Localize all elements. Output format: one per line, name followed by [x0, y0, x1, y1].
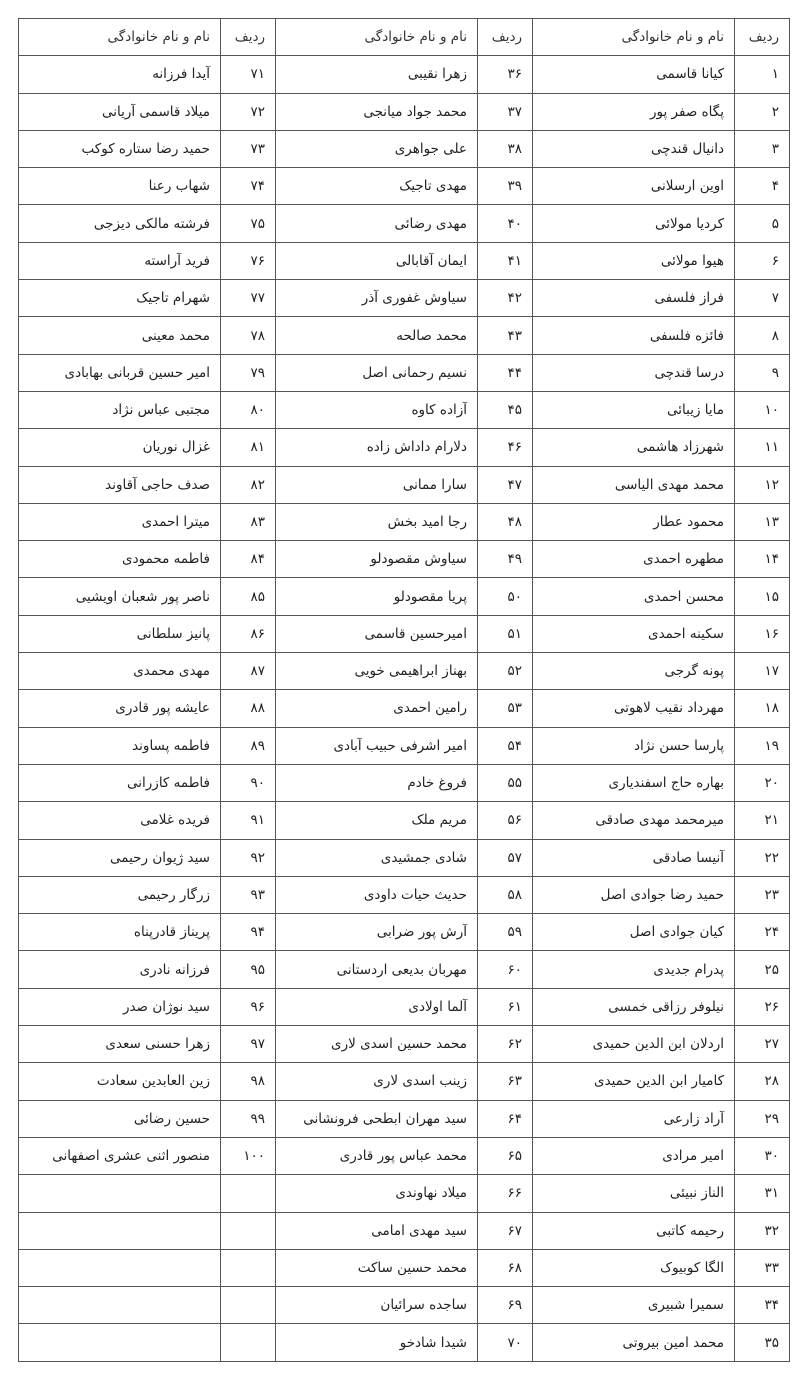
- table-row: [19, 429, 790, 466]
- row-number-cell: ۹۷: [221, 1026, 276, 1063]
- full-name-cell: آیدا فرزانه: [19, 56, 221, 93]
- table-row: [19, 205, 790, 242]
- table-row: [19, 615, 790, 652]
- full-name-cell: فرزانه نادری: [19, 951, 221, 988]
- table-row: [19, 802, 790, 839]
- table-row: [19, 839, 790, 876]
- full-name-cell: فرید آراسته: [19, 242, 221, 279]
- row-number-cell: ۳۳: [735, 1249, 790, 1286]
- row-number-cell: [221, 1324, 276, 1361]
- full-name-cell: آلما اولادی: [276, 988, 478, 1025]
- full-name-cell: بهناز ابراهیمی خویی: [276, 653, 478, 690]
- full-name-cell: [19, 1249, 221, 1286]
- row-number-cell: ۹۴: [221, 914, 276, 951]
- row-number-cell: ۸۰: [221, 391, 276, 428]
- full-name-cell: کیان جوادی اصل: [533, 914, 735, 951]
- row-number-cell: ۱۹: [735, 727, 790, 764]
- full-name-cell: [19, 1287, 221, 1324]
- row-number-cell: ۱: [735, 56, 790, 93]
- full-name-cell: نیلوفر رزاقی خمسی: [533, 988, 735, 1025]
- table-row: [19, 56, 790, 93]
- full-name-cell: ایمان آقابالی: [276, 242, 478, 279]
- full-name-cell: سکینه احمدی: [533, 615, 735, 652]
- row-number-cell: ۴۹: [478, 541, 533, 578]
- row-number-cell: ۴۰: [478, 205, 533, 242]
- row-number-cell: ۸۴: [221, 541, 276, 578]
- row-number-cell: ۲۸: [735, 1063, 790, 1100]
- full-name-cell: فائزه فلسفی: [533, 317, 735, 354]
- full-name-cell: [19, 1324, 221, 1361]
- row-number-cell: ۱۴: [735, 541, 790, 578]
- full-name-cell: محمد صالحه: [276, 317, 478, 354]
- full-name-cell: مجتبی عباس نژاد: [19, 391, 221, 428]
- full-name-cell: الناز نبیئی: [533, 1175, 735, 1212]
- row-number-cell: ۵۲: [478, 653, 533, 690]
- row-number-cell: ۵۴: [478, 727, 533, 764]
- row-number-cell: ۱۳: [735, 503, 790, 540]
- row-number-cell: ۴۷: [478, 466, 533, 503]
- row-number-cell: ۸۷: [221, 653, 276, 690]
- header-row-number: ردیف: [478, 19, 533, 56]
- full-name-cell: شیدا شادخو: [276, 1324, 478, 1361]
- full-name-cell: زهرا حسنی سعدی: [19, 1026, 221, 1063]
- row-number-cell: ۱۰۰: [221, 1137, 276, 1174]
- table-row: [19, 1026, 790, 1063]
- table-row: [19, 1249, 790, 1286]
- row-number-cell: ۸۵: [221, 578, 276, 615]
- row-number-cell: ۶۷: [478, 1212, 533, 1249]
- full-name-cell: حمید رضا جوادی اصل: [533, 876, 735, 913]
- table-row: [19, 1137, 790, 1174]
- full-name-cell: سیاوش مقصودلو: [276, 541, 478, 578]
- full-name-cell: فاطمه پساوند: [19, 727, 221, 764]
- row-number-cell: ۳۱: [735, 1175, 790, 1212]
- table-row: [19, 578, 790, 615]
- full-name-cell: فروغ خادم: [276, 764, 478, 801]
- row-number-cell: ۹: [735, 354, 790, 391]
- table-row: [19, 280, 790, 317]
- full-name-cell: حدیث حیات داودی: [276, 876, 478, 913]
- table-row: [19, 1212, 790, 1249]
- table-row: [19, 391, 790, 428]
- table-row: [19, 764, 790, 801]
- row-number-cell: ۲۶: [735, 988, 790, 1025]
- row-number-cell: ۸۱: [221, 429, 276, 466]
- table-row: [19, 876, 790, 913]
- full-name-cell: سید نوژان صدر: [19, 988, 221, 1025]
- row-number-cell: ۸۹: [221, 727, 276, 764]
- row-number-cell: [221, 1249, 276, 1286]
- full-name-cell: فراز فلسفی: [533, 280, 735, 317]
- full-name-cell: مطهره احمدی: [533, 541, 735, 578]
- full-name-cell: دلارام داداش زاده: [276, 429, 478, 466]
- table-row: [19, 951, 790, 988]
- full-name-cell: محمد جواد میانجی: [276, 93, 478, 130]
- header-full-name: نام و نام خانوادگی: [19, 19, 221, 56]
- row-number-cell: ۷۹: [221, 354, 276, 391]
- full-name-cell: آرش پور ضرابی: [276, 914, 478, 951]
- header-row: [19, 19, 790, 56]
- header-full-name: نام و نام خانوادگی: [276, 19, 478, 56]
- row-number-cell: ۶۹: [478, 1287, 533, 1324]
- table-row: [19, 1100, 790, 1137]
- row-number-cell: ۷۴: [221, 168, 276, 205]
- row-number-cell: ۱۸: [735, 690, 790, 727]
- table-row: [19, 130, 790, 167]
- full-name-cell: درسا قندچی: [533, 354, 735, 391]
- full-name-cell: محمد حسین ساکت: [276, 1249, 478, 1286]
- row-number-cell: ۴۳: [478, 317, 533, 354]
- full-name-cell: فاطمه کازرانی: [19, 764, 221, 801]
- full-name-cell: زین العابدین سعادت: [19, 1063, 221, 1100]
- row-number-cell: ۶۴: [478, 1100, 533, 1137]
- full-name-cell: غزال نوریان: [19, 429, 221, 466]
- full-name-cell: ساجده سرائیان: [276, 1287, 478, 1324]
- row-number-cell: ۵۷: [478, 839, 533, 876]
- table-row: [19, 317, 790, 354]
- full-name-cell: سارا ممانی: [276, 466, 478, 503]
- row-number-cell: ۲۰: [735, 764, 790, 801]
- full-name-cell: شادی جمشیدی: [276, 839, 478, 876]
- full-name-cell: مهرداد نقیب لاهوتی: [533, 690, 735, 727]
- full-name-cell: زهرا نقیبی: [276, 56, 478, 93]
- full-name-cell: پگاه صفر پور: [533, 93, 735, 130]
- full-name-cell: پریا مقصودلو: [276, 578, 478, 615]
- row-number-cell: ۲۵: [735, 951, 790, 988]
- row-number-cell: ۸: [735, 317, 790, 354]
- full-name-cell: محمد مهدی الیاسی: [533, 466, 735, 503]
- full-name-cell: بهاره حاج اسفندیاری: [533, 764, 735, 801]
- full-name-cell: مریم ملک: [276, 802, 478, 839]
- full-name-cell: رحیمه کاتبی: [533, 1212, 735, 1249]
- row-number-cell: ۴۸: [478, 503, 533, 540]
- row-number-cell: ۹۵: [221, 951, 276, 988]
- row-number-cell: ۵۶: [478, 802, 533, 839]
- full-name-cell: پونه گرجی: [533, 653, 735, 690]
- row-number-cell: ۷۲: [221, 93, 276, 130]
- row-number-cell: ۱۵: [735, 578, 790, 615]
- full-name-cell: [19, 1175, 221, 1212]
- row-number-cell: ۲۷: [735, 1026, 790, 1063]
- full-name-cell: کیانا قاسمی: [533, 56, 735, 93]
- full-name-cell: فاطمه محمودی: [19, 541, 221, 578]
- full-name-cell: حمید رضا ستاره کوکب: [19, 130, 221, 167]
- full-name-cell: علی جواهری: [276, 130, 478, 167]
- full-name-cell: محمد معینی: [19, 317, 221, 354]
- table-row: [19, 653, 790, 690]
- row-number-cell: ۵۸: [478, 876, 533, 913]
- full-name-cell: مهدی رضائی: [276, 205, 478, 242]
- table-row: [19, 503, 790, 540]
- full-name-cell: محمود عطار: [533, 503, 735, 540]
- full-name-cell: مهدی تاجیک: [276, 168, 478, 205]
- full-name-cell: رامین احمدی: [276, 690, 478, 727]
- full-name-cell: اردلان ابن الدین حمیدی: [533, 1026, 735, 1063]
- full-name-cell: آراد زارعی: [533, 1100, 735, 1137]
- row-number-cell: ۸۳: [221, 503, 276, 540]
- table-row: [19, 1063, 790, 1100]
- full-name-cell: سید ژیوان رحیمی: [19, 839, 221, 876]
- header-row-number: ردیف: [221, 19, 276, 56]
- table-row: [19, 727, 790, 764]
- row-number-cell: ۹۶: [221, 988, 276, 1025]
- row-number-cell: ۸۶: [221, 615, 276, 652]
- full-name-cell: زرگار رحیمی: [19, 876, 221, 913]
- full-name-cell: محمد حسین اسدی لاری: [276, 1026, 478, 1063]
- row-number-cell: ۶۵: [478, 1137, 533, 1174]
- table-row: [19, 541, 790, 578]
- row-number-cell: ۴۲: [478, 280, 533, 317]
- row-number-cell: ۳۴: [735, 1287, 790, 1324]
- row-number-cell: ۲۹: [735, 1100, 790, 1137]
- row-number-cell: ۵۰: [478, 578, 533, 615]
- full-name-cell: میرمحمد مهدی صادقی: [533, 802, 735, 839]
- table-row: [19, 690, 790, 727]
- full-name-cell: پارسا حسن نژاد: [533, 727, 735, 764]
- full-name-cell: دانیال قندچی: [533, 130, 735, 167]
- row-number-cell: ۵: [735, 205, 790, 242]
- row-number-cell: ۹۲: [221, 839, 276, 876]
- row-number-cell: ۹۰: [221, 764, 276, 801]
- table-row: [19, 1175, 790, 1212]
- row-number-cell: ۷۵: [221, 205, 276, 242]
- header-row-number: ردیف: [735, 19, 790, 56]
- row-number-cell: ۲: [735, 93, 790, 130]
- row-number-cell: ۹۸: [221, 1063, 276, 1100]
- table-row: [19, 1324, 790, 1361]
- full-name-cell: فریده غلامی: [19, 802, 221, 839]
- row-number-cell: ۳۶: [478, 56, 533, 93]
- full-name-cell: فرشته مالکی دیزجی: [19, 205, 221, 242]
- row-number-cell: ۶: [735, 242, 790, 279]
- full-name-cell: امیر اشرفی حبیب آبادی: [276, 727, 478, 764]
- row-number-cell: ۹۳: [221, 876, 276, 913]
- row-number-cell: ۸۸: [221, 690, 276, 727]
- full-name-cell: محسن احمدی: [533, 578, 735, 615]
- table-row: [19, 914, 790, 951]
- full-name-cell: آنیسا صادقی: [533, 839, 735, 876]
- row-number-cell: ۸۲: [221, 466, 276, 503]
- row-number-cell: ۷۶: [221, 242, 276, 279]
- full-name-cell: عایشه پور قادری: [19, 690, 221, 727]
- full-name-cell: صدف حاجی آقاوند: [19, 466, 221, 503]
- full-name-cell: کامیار ابن الدین حمیدی: [533, 1063, 735, 1100]
- full-name-cell: سیاوش غفوری آذر: [276, 280, 478, 317]
- full-name-cell: پانیز سلطانی: [19, 615, 221, 652]
- full-name-cell: سمیرا شبیری: [533, 1287, 735, 1324]
- full-name-cell: منصور اثنی عشری اصفهانی: [19, 1137, 221, 1174]
- row-number-cell: ۲۴: [735, 914, 790, 951]
- full-name-cell: مهربان بدیعی اردستانی: [276, 951, 478, 988]
- full-name-cell: اوین ارسلانی: [533, 168, 735, 205]
- row-number-cell: ۷۰: [478, 1324, 533, 1361]
- row-number-cell: ۱۲: [735, 466, 790, 503]
- full-name-cell: هیوا مولائی: [533, 242, 735, 279]
- row-number-cell: ۱۰: [735, 391, 790, 428]
- full-name-cell: سید مهدی امامی: [276, 1212, 478, 1249]
- row-number-cell: ۷: [735, 280, 790, 317]
- row-number-cell: ۵۱: [478, 615, 533, 652]
- row-number-cell: ۷۷: [221, 280, 276, 317]
- row-number-cell: ۳: [735, 130, 790, 167]
- row-number-cell: ۶۸: [478, 1249, 533, 1286]
- full-name-cell: پریناز قادرپناه: [19, 914, 221, 951]
- header-full-name: نام و نام خانوادگی: [533, 19, 735, 56]
- row-number-cell: ۴۶: [478, 429, 533, 466]
- row-number-cell: ۷۸: [221, 317, 276, 354]
- row-number-cell: ۵۹: [478, 914, 533, 951]
- row-number-cell: ۳۷: [478, 93, 533, 130]
- row-number-cell: [221, 1212, 276, 1249]
- name-roster-table: [18, 18, 790, 1362]
- full-name-cell: مهدی محمدی: [19, 653, 221, 690]
- full-name-cell: مایا زیبائی: [533, 391, 735, 428]
- row-number-cell: [221, 1175, 276, 1212]
- full-name-cell: میلاد نهاوندی: [276, 1175, 478, 1212]
- full-name-cell: شهرزاد هاشمی: [533, 429, 735, 466]
- row-number-cell: ۴۴: [478, 354, 533, 391]
- row-number-cell: ۵۵: [478, 764, 533, 801]
- row-number-cell: ۳۲: [735, 1212, 790, 1249]
- roster-body: [19, 56, 790, 1361]
- row-number-cell: ۷۱: [221, 56, 276, 93]
- full-name-cell: [19, 1212, 221, 1249]
- row-number-cell: ۷۳: [221, 130, 276, 167]
- row-number-cell: ۴۱: [478, 242, 533, 279]
- full-name-cell: محمد امین بیروتی: [533, 1324, 735, 1361]
- table-row: [19, 988, 790, 1025]
- row-number-cell: ۶۳: [478, 1063, 533, 1100]
- row-number-cell: ۹۱: [221, 802, 276, 839]
- full-name-cell: کردیا مولائی: [533, 205, 735, 242]
- table-row: [19, 242, 790, 279]
- full-name-cell: امیر مرادی: [533, 1137, 735, 1174]
- full-name-cell: شهاب رعنا: [19, 168, 221, 205]
- row-number-cell: ۶۰: [478, 951, 533, 988]
- full-name-cell: آزاده کاوه: [276, 391, 478, 428]
- full-name-cell: حسین رضائی: [19, 1100, 221, 1137]
- full-name-cell: سید مهران ابطحی فرونشانی: [276, 1100, 478, 1137]
- row-number-cell: ۶۶: [478, 1175, 533, 1212]
- row-number-cell: ۳۰: [735, 1137, 790, 1174]
- table-row: [19, 466, 790, 503]
- row-number-cell: ۵۳: [478, 690, 533, 727]
- row-number-cell: ۴: [735, 168, 790, 205]
- row-number-cell: ۳۹: [478, 168, 533, 205]
- table-row: [19, 354, 790, 391]
- full-name-cell: ناصر پور شعبان اویشیی: [19, 578, 221, 615]
- full-name-cell: امیرحسین قاسمی: [276, 615, 478, 652]
- row-number-cell: ۶۲: [478, 1026, 533, 1063]
- row-number-cell: ۱۶: [735, 615, 790, 652]
- full-name-cell: میترا احمدی: [19, 503, 221, 540]
- full-name-cell: پدرام جدیدی: [533, 951, 735, 988]
- row-number-cell: [221, 1287, 276, 1324]
- row-number-cell: ۶۱: [478, 988, 533, 1025]
- row-number-cell: ۹۹: [221, 1100, 276, 1137]
- full-name-cell: میلاد قاسمی آریانی: [19, 93, 221, 130]
- table-row: [19, 168, 790, 205]
- full-name-cell: زینب اسدی لاری: [276, 1063, 478, 1100]
- row-number-cell: ۴۵: [478, 391, 533, 428]
- row-number-cell: ۲۲: [735, 839, 790, 876]
- row-number-cell: ۳۸: [478, 130, 533, 167]
- full-name-cell: نسیم رحمانی اصل: [276, 354, 478, 391]
- full-name-cell: محمد عباس پور قادری: [276, 1137, 478, 1174]
- full-name-cell: امیر حسین قربانی بهابادی: [19, 354, 221, 391]
- row-number-cell: ۳۵: [735, 1324, 790, 1361]
- table-row: [19, 93, 790, 130]
- full-name-cell: رجا امید بخش: [276, 503, 478, 540]
- full-name-cell: شهرام تاجیک: [19, 280, 221, 317]
- table-row: [19, 1287, 790, 1324]
- row-number-cell: ۱۱: [735, 429, 790, 466]
- row-number-cell: ۱۷: [735, 653, 790, 690]
- row-number-cell: ۲۳: [735, 876, 790, 913]
- row-number-cell: ۲۱: [735, 802, 790, 839]
- full-name-cell: الگا کوبیوک: [533, 1249, 735, 1286]
